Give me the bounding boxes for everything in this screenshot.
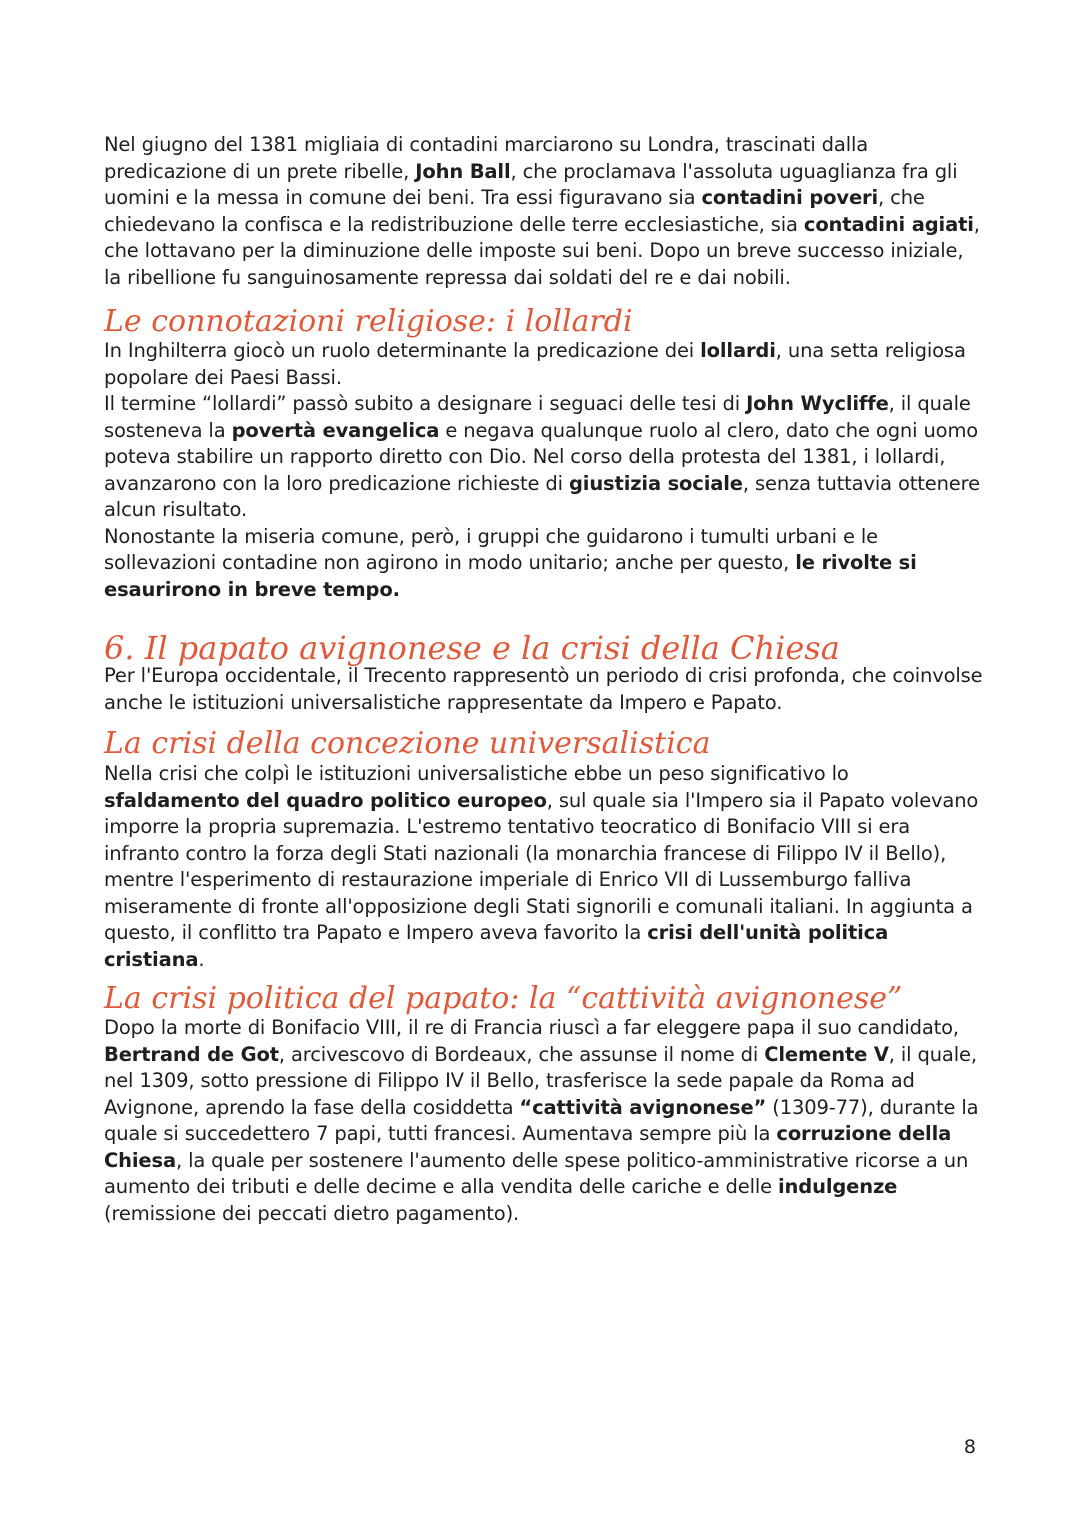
page-number: 8: [963, 1436, 976, 1458]
text-run: Per l'Europa occidentale, il Trecento rappresentò un periodo di crisi profonda, che coinvolse anche le istituzioni universalistiche rappresentate da Impero e Papato.: [104, 664, 983, 714]
bold-text: crisi dell'unità politica cristiana: [104, 921, 889, 971]
text-run: , che chiedevano la confisca e la redistribuzione delle terre ecclesiastiche, sia: [104, 186, 925, 236]
text-run: , il quale, nel 1309, sotto pressione di Filippo IV il Bello, trasferisce la sede papale da Roma ad Avignone, aprendo la fase della cosiddetta: [104, 1042, 977, 1119]
bold-text: lollardi: [700, 339, 776, 362]
text-run: (1309-77), durante la quale si succedettero 7 papi, tutti francesi. Aumentava sempre più la: [104, 1095, 979, 1145]
text-run: (remissione dei peccati dietro pagamento).: [104, 1201, 520, 1225]
cattivita-paragraph: [104, 1015, 984, 1227]
bold-text: giustizia sociale: [568, 471, 743, 495]
text-run: , una setta religiosa popolare dei Paesi Bassi.: [104, 339, 966, 389]
heading-cattivita-avignonese: La crisi politica del papato: la “cattività avignonese”: [104, 981, 903, 1016]
document-page: [104, 132, 984, 1227]
heading-crisi-universalistica: La crisi della concezione universalistica: [104, 726, 711, 761]
text-run: In Inghilterra giocò un ruolo determinante la predicazione dei: [104, 339, 701, 362]
text-run: Il termine “lollardi” passò subito a designare i seguaci delle tesi di: [104, 392, 747, 415]
bold-text: indulgenze: [778, 1175, 898, 1198]
text-run: , la quale per sostenere l'aumento delle spese politico-amministrative ricorse a un aumento dei tributi e delle decime e alla vendita delle cariche e delle: [104, 1148, 969, 1198]
text-run: Nonostante la miseria comune, però, i gruppi che guidarono i tumulti urbani e le sollevazioni contadine non agirono in modo unitario; anche per questo,: [104, 524, 878, 574]
bold-text: contadini poveri: [701, 186, 879, 209]
bold-text: Clemente V: [764, 1042, 889, 1066]
bold-text: Bertrand de Got: [104, 1042, 279, 1066]
lollardi-paragraph-2: [104, 391, 984, 524]
text-run: .: [198, 947, 205, 971]
text-run: Nella crisi che colpì le istituzioni universalistiche ebbe un peso significativo lo: [104, 762, 849, 785]
text-run: Nel giugno del 1381 migliaia di contadini marciarono su Londra, trascinati dalla predicazione di un prete ribelle,: [104, 133, 869, 183]
bold-text: contadini agiati: [803, 212, 974, 236]
text-run: Dopo la morte di Bonifacio VIII, il re di Francia riuscì a far eleggere papa il suo candidato,: [104, 1016, 959, 1039]
heading-papato-avignonese: 6. Il papato avignonese e la crisi della Chiesa: [104, 629, 840, 667]
bold-text: le rivolte si esaurirono in breve tempo.: [104, 551, 917, 601]
text-run: , arcivescovo di Bordeaux, che assunse il nome di: [278, 1042, 765, 1066]
text-run: e negava qualunque ruolo al clero, dato che ogni uomo poteva stabilire un rapporto diretto con Dio. Nel corso della protesta del 1381, i lollardi, avanzarono con la loro predicazione richieste di: [104, 418, 979, 495]
text-run: , sul quale sia l'Impero sia il Papato volevano imporre la propria supremazia. L'estremo tentativo teocratico di Bonifacio VIII si era infranto contro la forza degli Stati nazionali (la monarchia francese di Filippo IV il Bello), mentre l'esperimento di restaurazione imperiale di Enrico VII di Lussemburgo falliva miseramente di fronte all'opposizione degli Stati signorili e comunali italiani. In aggiunta a questo, il conflitto tra Papato e Impero aveva favorito la: [104, 788, 979, 944]
bold-text: sfaldamento del quadro politico europeo: [104, 788, 547, 812]
crisi-paragraph: [104, 761, 984, 973]
text-run: , che lottavano per la diminuzione delle imposte sui beni. Dopo un breve successo iniziale, la ribellione fu sanguinosamente repressa dai soldati del re e dai nobili.: [104, 212, 980, 289]
bold-text: “cattività avignonese”: [519, 1095, 767, 1119]
bold-text: povertà evangelica: [231, 418, 440, 442]
bold-text: corruzione della Chiesa: [104, 1122, 952, 1172]
text-run: , senza tuttavia ottenere alcun risultato.: [104, 471, 980, 521]
lollardi-paragraph-3: [104, 524, 984, 604]
papato-paragraph: [104, 663, 984, 716]
intro-paragraph: [104, 132, 984, 291]
text-run: , che proclamava l'assoluta uguaglianza fra gli uomini e la messa in comune dei beni. Tra essi figuravano sia: [104, 159, 958, 209]
bold-text: John Ball: [415, 159, 511, 183]
heading-lollardi: Le connotazioni religiose: i lollardi: [104, 304, 633, 339]
bold-text: John Wycliffe: [746, 392, 889, 415]
lollardi-paragraph-1: [104, 338, 984, 391]
text-run: , il quale sosteneva la: [104, 392, 971, 442]
